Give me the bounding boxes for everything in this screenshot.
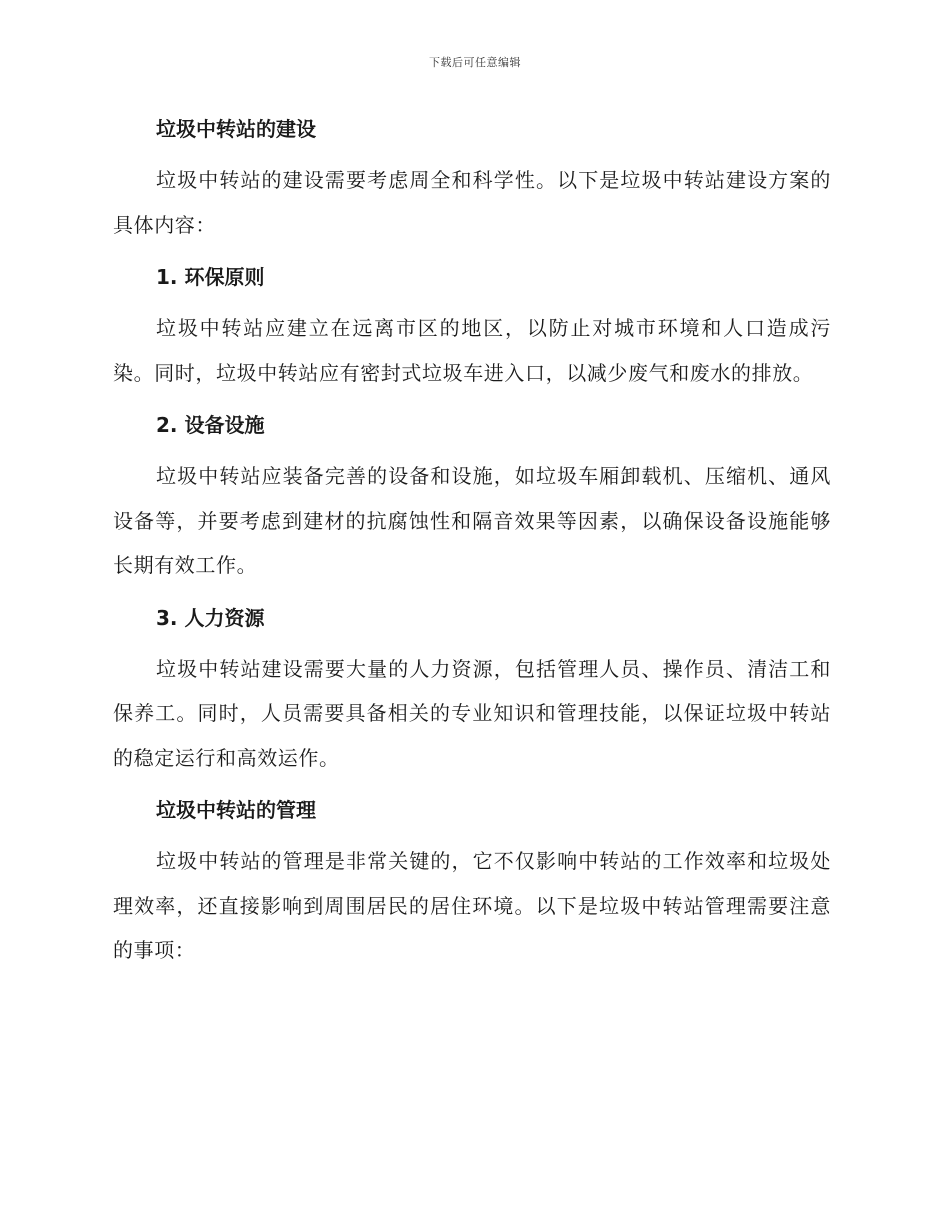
paragraph-human-resources: 垃圾中转站建设需要大量的人力资源，包括管理人员、操作员、清洁工和保养工。同时，人员需要具备相关的专业知识和管理技能，以保证垃圾中转站的稳定运行和高效运作。	[113, 656, 831, 770]
section-heading-management: 垃圾中转站的管理	[156, 798, 316, 822]
section-heading-equipment: 2. 设备设施	[156, 413, 265, 437]
section-heading-environmental-principle: 1. 环保原则	[156, 265, 265, 289]
paragraph-environmental-principle: 垃圾中转站应建立在远离市区的地区，以防止对城市环境和人口造成污染。同时，垃圾中转站应有密封式垃圾车进入口，以减少废气和废水的排放。	[113, 316, 831, 385]
header-note: 下载后可任意编辑	[429, 56, 521, 69]
paragraph-equipment: 垃圾中转站应装备完善的设备和设施，如垃圾车厢卸载机、压缩机、通风设备等，并要考虑到建材的抗腐蚀性和隔音效果等因素，以确保设备设施能够长期有效工作。	[113, 464, 831, 577]
paragraph-management-intro: 垃圾中转站的管理是非常关键的，它不仅影响中转站的工作效率和垃圾处理效率，还直接影响到周围居民的居住环境。以下是垃圾中转站管理需要注意的事项：	[113, 849, 831, 962]
paragraph-construction-intro: 垃圾中转站的建设需要考虑周全和科学性。以下是垃圾中转站建设方案的具体内容：	[113, 168, 831, 237]
section-heading-human-resources: 3. 人力资源	[156, 605, 265, 630]
document-body	[113, 108, 831, 982]
section-heading-construction: 垃圾中转站的建设	[156, 117, 316, 141]
